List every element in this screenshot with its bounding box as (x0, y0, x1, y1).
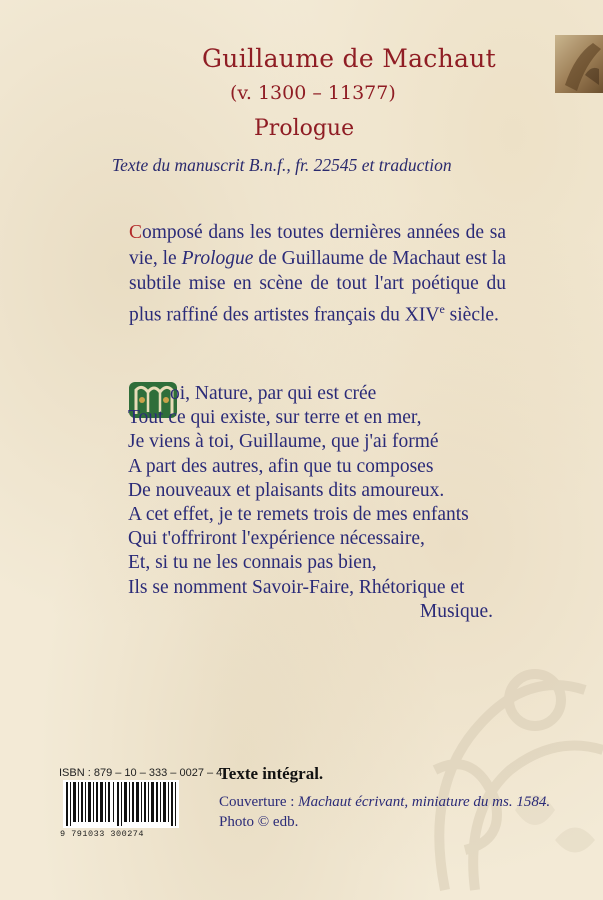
texte-integral-label: Texte intégral. (219, 764, 324, 783)
poem-line: Je viens à toi, Guillaume, que j'ai formé (128, 431, 439, 453)
barcode-icon (63, 780, 179, 828)
book-subtitle: Texte du manuscrit B.n.f., fr. 22545 et traduction (112, 155, 452, 175)
poem-line: A part des autres, afin que tu composes (128, 455, 434, 477)
poem-line: De nouveaux et plaisants dits amoureux. (128, 479, 445, 501)
book-title: Prologue (254, 116, 355, 141)
poem-line: oi, Nature, par qui est crée (170, 383, 377, 404)
cover-credit: Couverture : Machaut écrivant, miniature du ms. 1584. Photo © edb. (219, 794, 551, 830)
poem-line: Musique. (419, 600, 493, 622)
author-dates: (v. 1300 – 11377) (230, 82, 396, 104)
author-name: Guillaume de Machaut (202, 44, 496, 73)
poem-line: Et, si tu ne les connais pas bien, (128, 552, 377, 574)
drop-letter: C (129, 222, 143, 243)
barcode-digits: 9 791033 300274 (60, 829, 145, 839)
poem-line: Tout ce qui existe, sur terre et en mer, (128, 407, 422, 429)
poem-line: A cet effet, je te remets trois de mes enfants (128, 504, 469, 526)
poem-excerpt (128, 382, 493, 624)
poem-line: Qui t'offriront l'expérience nécessaire, (128, 528, 425, 550)
poem-line: Ils se nomment Savoir-Faire, Rhétorique et (128, 576, 465, 598)
description-paragraph: Composé dans les toutes dernières années de sa vie, le Prologue de Guillaume de Machaut est la subtile mise en scène de tout l'art poétique du plus raffiné des artistes français du XIVe siècle. (129, 222, 506, 325)
isbn-number: ISBN : 879 – 10 – 333 – 0027 – 4 (59, 767, 223, 779)
decorative-letter-ornament-icon (415, 640, 603, 900)
